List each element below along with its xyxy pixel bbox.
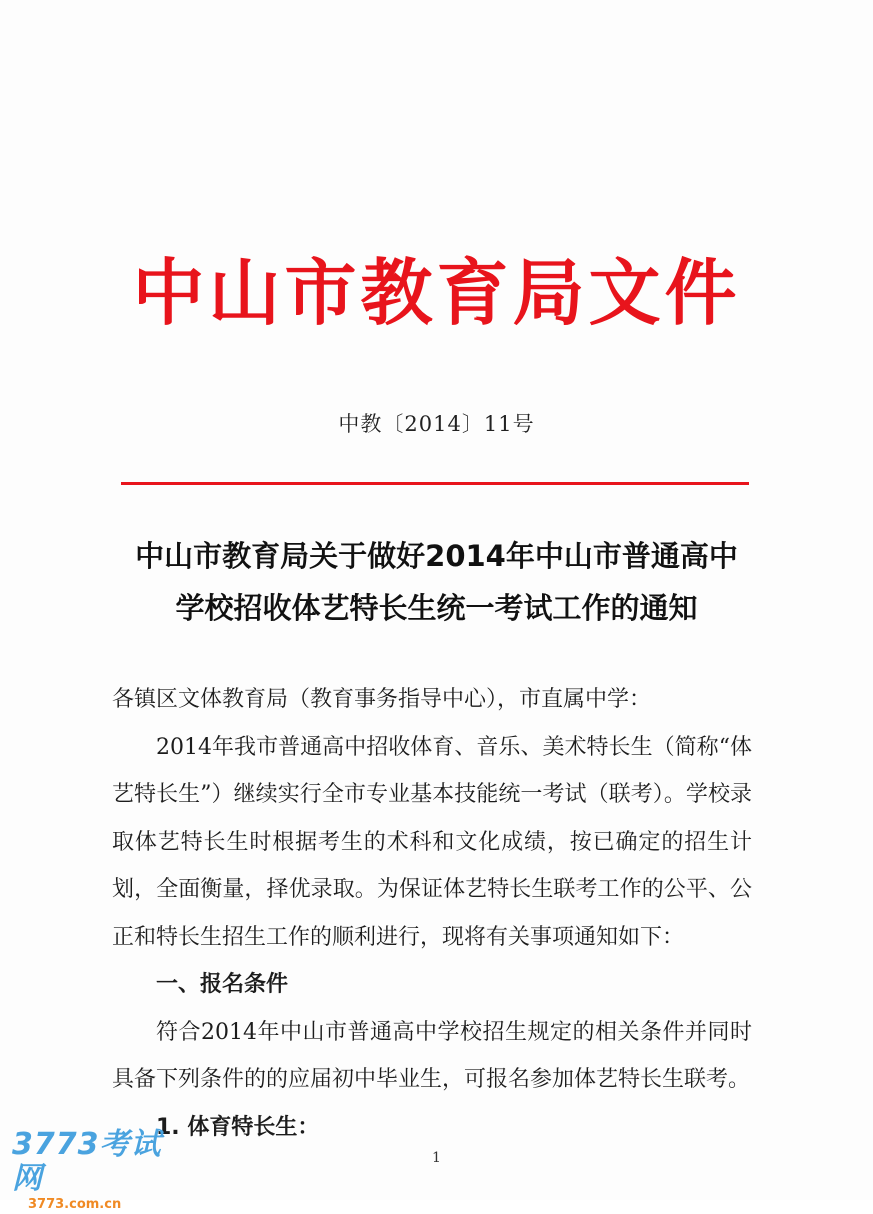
registration-paragraph: 符合2014年中山市普通高中学校招生规定的相关条件并同时具备下列条件的的应届初中毕业生，可报名参加体艺特长生联考。 bbox=[112, 1019, 752, 1092]
notice-title-line-2: 学校招收体艺特长生统一考试工作的通知 bbox=[175, 591, 698, 625]
page-number: 1 bbox=[432, 1150, 441, 1166]
notice-body bbox=[112, 676, 752, 1151]
notice-title bbox=[0, 530, 873, 634]
watermark-url-text: 3773.com.cn bbox=[28, 1197, 122, 1212]
section-heading-registration: 一、报名条件 bbox=[156, 972, 289, 997]
subheading-sports-specialty: 1. 体育特长生： bbox=[156, 1114, 320, 1140]
watermark-main-text: 3773考试网 bbox=[12, 1127, 162, 1196]
salutation: 各镇区文体教育局（教育事务指导中心），市直属中学： bbox=[112, 687, 652, 712]
intro-paragraph: 2014年我市普通高中招收体育、音乐、美术特长生（简称“体艺特长生”）继续实行全市专业基本技能统一考试（联考）。学校录取体艺特长生时根据考生的术科和文化成绩，按已确定的招生计划，全面衡量，择优录取。为保证体艺特长生联考工作的公平、公正和特长生招生工作的顺利进行，现将有关事项通知如下： bbox=[112, 734, 752, 950]
agency-header-title: 中山市教育局文件 bbox=[132, 251, 741, 335]
site-watermark-logo bbox=[12, 1127, 187, 1212]
notice-title-line-1: 中山市教育局关于做好2014年中山市普通高中 bbox=[135, 539, 738, 573]
red-divider-line bbox=[121, 482, 749, 485]
document-number: 中教〔2014〕11号 bbox=[338, 412, 535, 436]
